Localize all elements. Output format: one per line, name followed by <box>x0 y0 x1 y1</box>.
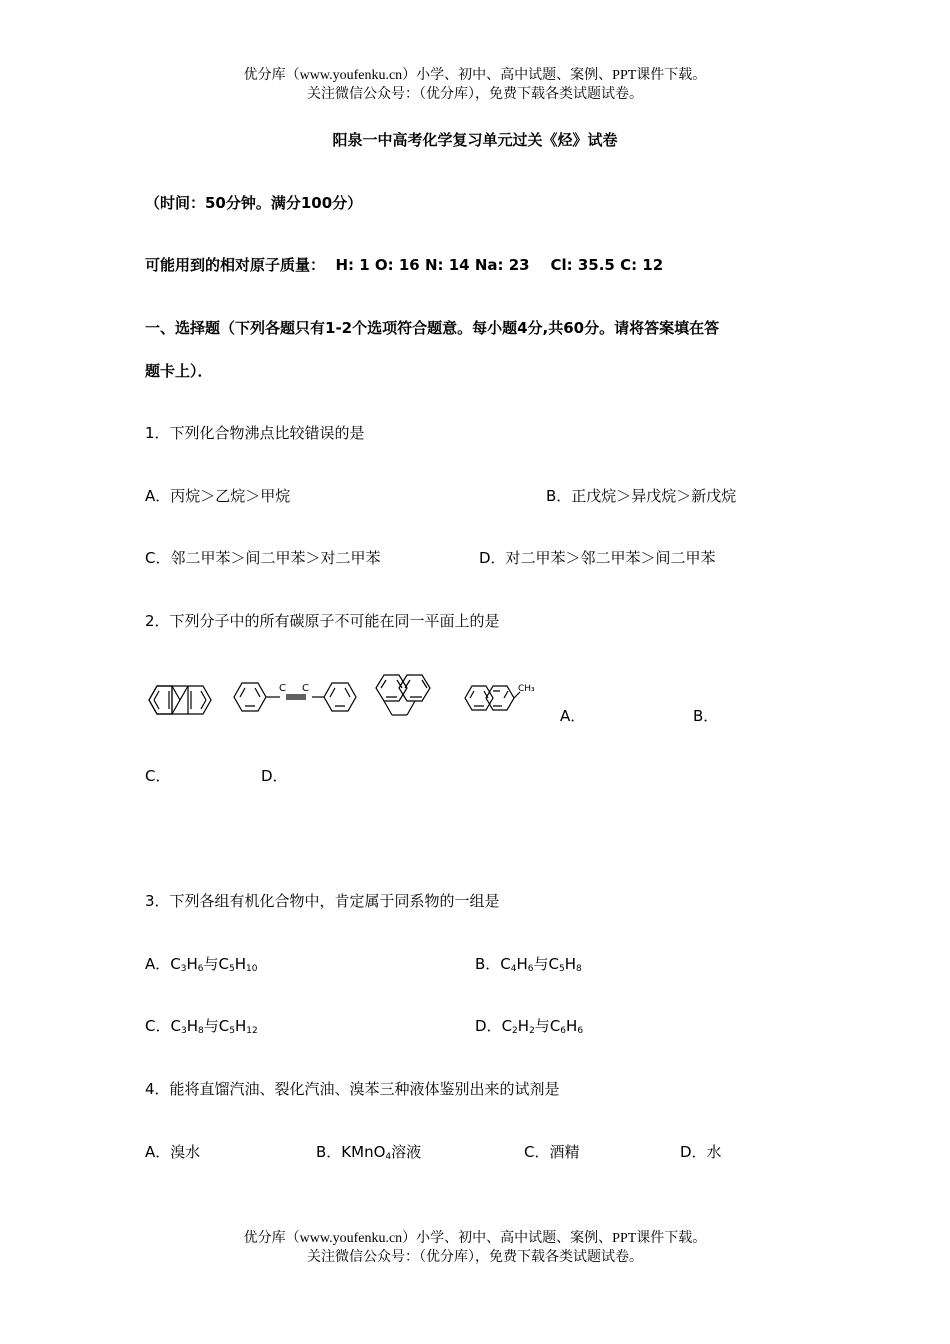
q1-option-a: A．丙烷＞乙烷＞甲烷 <box>145 487 291 505</box>
header-line-2: 关注微信公众号：（优分库），免费下载各类试题试卷。 <box>307 87 643 102</box>
q3-option-a: A．$C_3H_6$与$C_5H_{10}$ <box>145 955 258 974</box>
q4-option-b: B．KMnO$_4$溶液 <box>316 1143 422 1162</box>
q2-option-b: B． <box>693 707 719 725</box>
q1-stem: 1．下列化合物沸点比较错误的是 <box>145 424 365 442</box>
dihydrophenanthrene-structure <box>372 672 454 724</box>
q1-option-b: B．正戊烷＞异戊烷＞新戊烷 <box>546 487 737 505</box>
q3-option-b: B．$C_4H_6$与$C_5H_8$ <box>475 955 582 974</box>
triple-bond-carbon-2: C <box>302 683 309 694</box>
atomic-mass-info: 可能用到的相对原子质量： H: 1 O: 16 N: 14 Na: 23 Cl: 35.5 C: 12 <box>145 256 664 274</box>
q3-option-d: D．$C_2H_2$与$C_6H_6$ <box>475 1017 584 1036</box>
q1-option-d: D．对二甲苯＞邻二甲苯＞间二甲苯 <box>479 549 716 567</box>
header-line-1: 优分库（www.youfenku.cn）小学、初中、高中试题、案例、PPT课件下载。 <box>243 68 707 83</box>
q4-stem: 4．能将直馏汽油、裂化汽油、溴苯三种液体鉴别出来的试剂是 <box>145 1080 560 1098</box>
q2-stem: 2．下列分子中的所有碳原子不可能在同一平面上的是 <box>145 612 500 630</box>
methyl-label: CH₃ <box>518 684 535 694</box>
section-1-heading: 一、选择题（下列各题只有1-2个选项符合题意。每小题4分,共60分。请将答案填在答 <box>145 319 720 337</box>
q3-stem: 3．下列各组有机化合物中，肯定属于同系物的一组是 <box>145 892 500 910</box>
footer-line-1: 优分库（www.youfenku.cn）小学、初中、高中试题、案例、PPT课件下载。 <box>243 1231 707 1246</box>
q1-option-c: C．邻二甲苯＞间二甲苯＞对二甲苯 <box>145 549 381 567</box>
triple-bond-carbon-1: C <box>279 683 286 694</box>
footer-line-2: 关注微信公众号：（优分库），免费下载各类试题试卷。 <box>307 1250 643 1265</box>
q2-option-a: A． <box>560 707 586 725</box>
section-1-heading-cont: 题卡上）． <box>145 362 213 380</box>
diphenylacetylene-structure <box>230 676 360 718</box>
doc-title: 阳泉一中高考化学复习单元过关《烃》试卷 <box>332 131 618 149</box>
time-info: （时间：50分钟。满分100分） <box>145 194 363 212</box>
q4-option-d: D．水 <box>680 1143 722 1161</box>
q4-option-a: A．溴水 <box>145 1143 201 1161</box>
q3-option-c: C．$C_3H_8$与$C_5H_{12}$ <box>145 1017 258 1036</box>
q2-option-d: D． <box>261 767 288 785</box>
biphenylene-structure <box>145 680 223 720</box>
q4-option-c: C．酒精 <box>524 1143 580 1161</box>
q2-option-c: C． <box>145 767 171 785</box>
